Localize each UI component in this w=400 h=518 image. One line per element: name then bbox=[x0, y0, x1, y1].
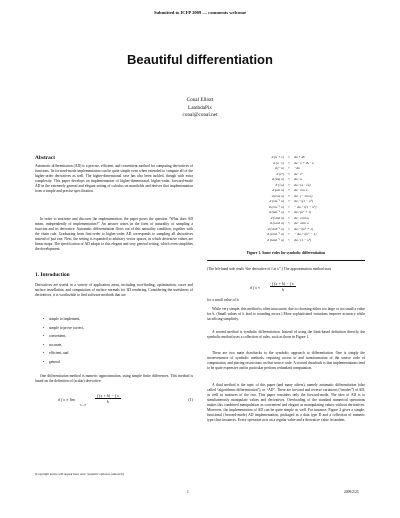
rule-row: d (eᵘ) ≡ du · eᵘ bbox=[276, 171, 303, 176]
figure-rule bbox=[207, 260, 365, 261]
approx-numerator: f (x + h) − f x bbox=[272, 281, 294, 286]
approx-fraction bbox=[270, 281, 296, 292]
list-item: • simple to prove correct, bbox=[43, 324, 183, 333]
right-paragraph-2: While very simple, this method is often inaccurate, due to choosing either too large or too small a value for h. (Small values of h lead to rounding errors.) More sophisticated variations improve accuracy while sacrificing simplicity. bbox=[207, 307, 365, 322]
right-paragraph-4: There are two main drawbacks to the symbolic approach to differentiation. One is simply the inconvenience of symbolic methods, requiring access to and transformation of the source code of computation, and placing restrictions on that source code. A second drawback is that implementations tend to be quite expensive and in particular perform redundant computation. bbox=[207, 351, 365, 371]
limit-equation bbox=[58, 393, 193, 409]
equation-denominator: h bbox=[106, 399, 109, 404]
page-number: 1 bbox=[187, 490, 189, 494]
rule-row: d (log u) ≡ du / u bbox=[271, 177, 302, 181]
footer-date: 2009/2/25 bbox=[344, 490, 359, 494]
list-item: • simple to implement, bbox=[43, 315, 183, 324]
equation-numerator: f (x + h) − f x bbox=[97, 393, 119, 398]
figure-caption: Figure 1. Some rules for symbolic differentiation bbox=[246, 251, 326, 255]
rule-row: d (sin⁻¹ u) ≡ du / √(1 − u²) bbox=[269, 199, 314, 203]
rule-row: d (cos⁻¹ u) ≡ − du / √(1 − u²) bbox=[268, 204, 317, 209]
rule-row: d (u · v) ≡ du · v + dv · u bbox=[273, 160, 314, 165]
requirements-list bbox=[43, 315, 183, 366]
abstract-heading: Abstract bbox=[35, 155, 56, 161]
rule-row: d (√u) ≡ du / (2 · √u) bbox=[275, 182, 311, 187]
rule-row: d (tan⁻¹ u) ≡ du / (u² + 1) bbox=[269, 210, 312, 214]
right-paragraph-1: (The left-hand side reads “the derivative of f at x”.) The approximation method uses bbox=[207, 267, 332, 271]
rule-row: d (tanh⁻¹ u) ≡ du / (1 − u²) bbox=[267, 237, 312, 242]
submission-note: Submitted to ICFP 2009 — comments welcome bbox=[153, 10, 247, 15]
approx-denominator: h bbox=[281, 287, 284, 292]
paper-title: Beautiful differentiation bbox=[127, 52, 273, 67]
intro-paragraph-1: Derivatives are useful in a variety of application areas, including root-finding, optimization, curve and surface tessellation, and computation of surface normals for 3D rendering. Considering the usefulness of derivatives, it is worthwhile to find software methods that are bbox=[35, 283, 193, 298]
author-affiliation: LambdaPix bbox=[188, 104, 212, 111]
right-paragraph-3: A second method is symbolic differentiation. Instead of using the limit-based definition directly, the symbolic method uses a collection of rules, such as those in Figure 1. bbox=[207, 330, 365, 340]
rules-figure bbox=[238, 155, 378, 243]
rule-row: d (−u) ≡ −du bbox=[274, 166, 300, 170]
rule-row: d (cosh u) ≡ du · sinh u bbox=[270, 221, 309, 225]
rules-table bbox=[238, 155, 378, 243]
rule-row: d (u + v) ≡ du + dv bbox=[271, 155, 305, 159]
abstract-paragraph-2: In order to motivate and discover the implementation, the paper poses the question “What does AD mean, independently of implementation?” An answer arises in the form of naturality of sampling a function and its derivative. Automatic differentiation flows out of this naturality condition, together with the chain rule. Graduating from first-order to higher-order AD corresponds to sampling all derivatives instead of just one. Next, the setting is expanded to arbitrary vector spaces, in which derivative values are linear maps. The specification of AD adapts to this elegant and very general setting, which even simplifies the development. bbox=[35, 217, 193, 252]
rule-row: d (sin u) ≡ du · cos u bbox=[272, 188, 308, 192]
list-item: • efficient, and bbox=[43, 349, 183, 358]
rule-row: d (sinh u) ≡ du · cosh u bbox=[270, 215, 310, 220]
equation-number: (1) bbox=[188, 397, 193, 402]
author-name: Conal Elliott bbox=[186, 97, 214, 103]
equation-limit-sub: h→0 bbox=[80, 403, 86, 407]
list-item: • convenient, bbox=[43, 332, 183, 341]
right-paragraph-5: A third method is the topic of this paper (and many others), namely automatic differentiation (also called “algorithmic differentiation”), or “AD”. There are forward and reverse variations (“modes”) of AD, as well as mixtures of the two. This paper considers only the forward-mode. The idea of AD is to simultaneously manipulate values and derivatives. Overloading of the standard numerical operations makes this combined manipulation as convenient and elegant as manipulating values without derivatives. Moreover, the implementation of AD can be quite simple as well. For instance, Figure 2 gives a simple, functional (forward-mode) AD implementation, packaged as a data type D and a collection of numeric type class instances. Every operation acts on a regular value and a derivative value in tandem. bbox=[207, 383, 365, 423]
equation-fraction bbox=[95, 393, 121, 404]
author-email: conal@conal.net bbox=[182, 112, 218, 118]
intro-heading: 1. Introduction bbox=[35, 272, 70, 278]
list-item: • accurate, bbox=[43, 341, 183, 350]
rule-row: d (cosh⁻¹ u) ≡ − du / √(u² − 1) bbox=[267, 232, 317, 236]
copyright-notice: [Copyright notice will appear here once ’preprint’ option is removed.] bbox=[35, 472, 125, 476]
rule-row: d (sinh⁻¹ u) ≡ du / √(u² + 1) bbox=[267, 226, 314, 231]
approx-lhs: d f x ≈ bbox=[250, 285, 261, 290]
list-item: • general. bbox=[43, 358, 183, 367]
right-paragraph-1b: for a small value of h. bbox=[207, 298, 240, 302]
equation-lhs: d f x ≡ lim bbox=[58, 397, 75, 402]
author-block bbox=[0, 97, 400, 120]
approx-equation bbox=[250, 281, 330, 295]
rule-row: d (cos u) ≡ du · (− sin u) bbox=[271, 193, 313, 198]
intro-paragraph-2: One differentiation method is numeric approximation, using simple finite differences. This method is based on the definition of (scalar) derivative: bbox=[35, 374, 193, 384]
abstract-paragraph-1: Automatic differentiation (AD) is a precise, efficient, and convenient method for computing derivatives of functions. Its forward-mode implementation can be quite simple even when extended to compute all of the higher-order derivatives as well. The higher-dimensional case has also been tackled, though with extra complexity. This paper develops an implementation of higher-dimensional, higher-order, forward-mode AD in the extremely general and elegant setting of calculus on manifolds and derives that implementation from a simple and precise specification. bbox=[35, 164, 193, 194]
